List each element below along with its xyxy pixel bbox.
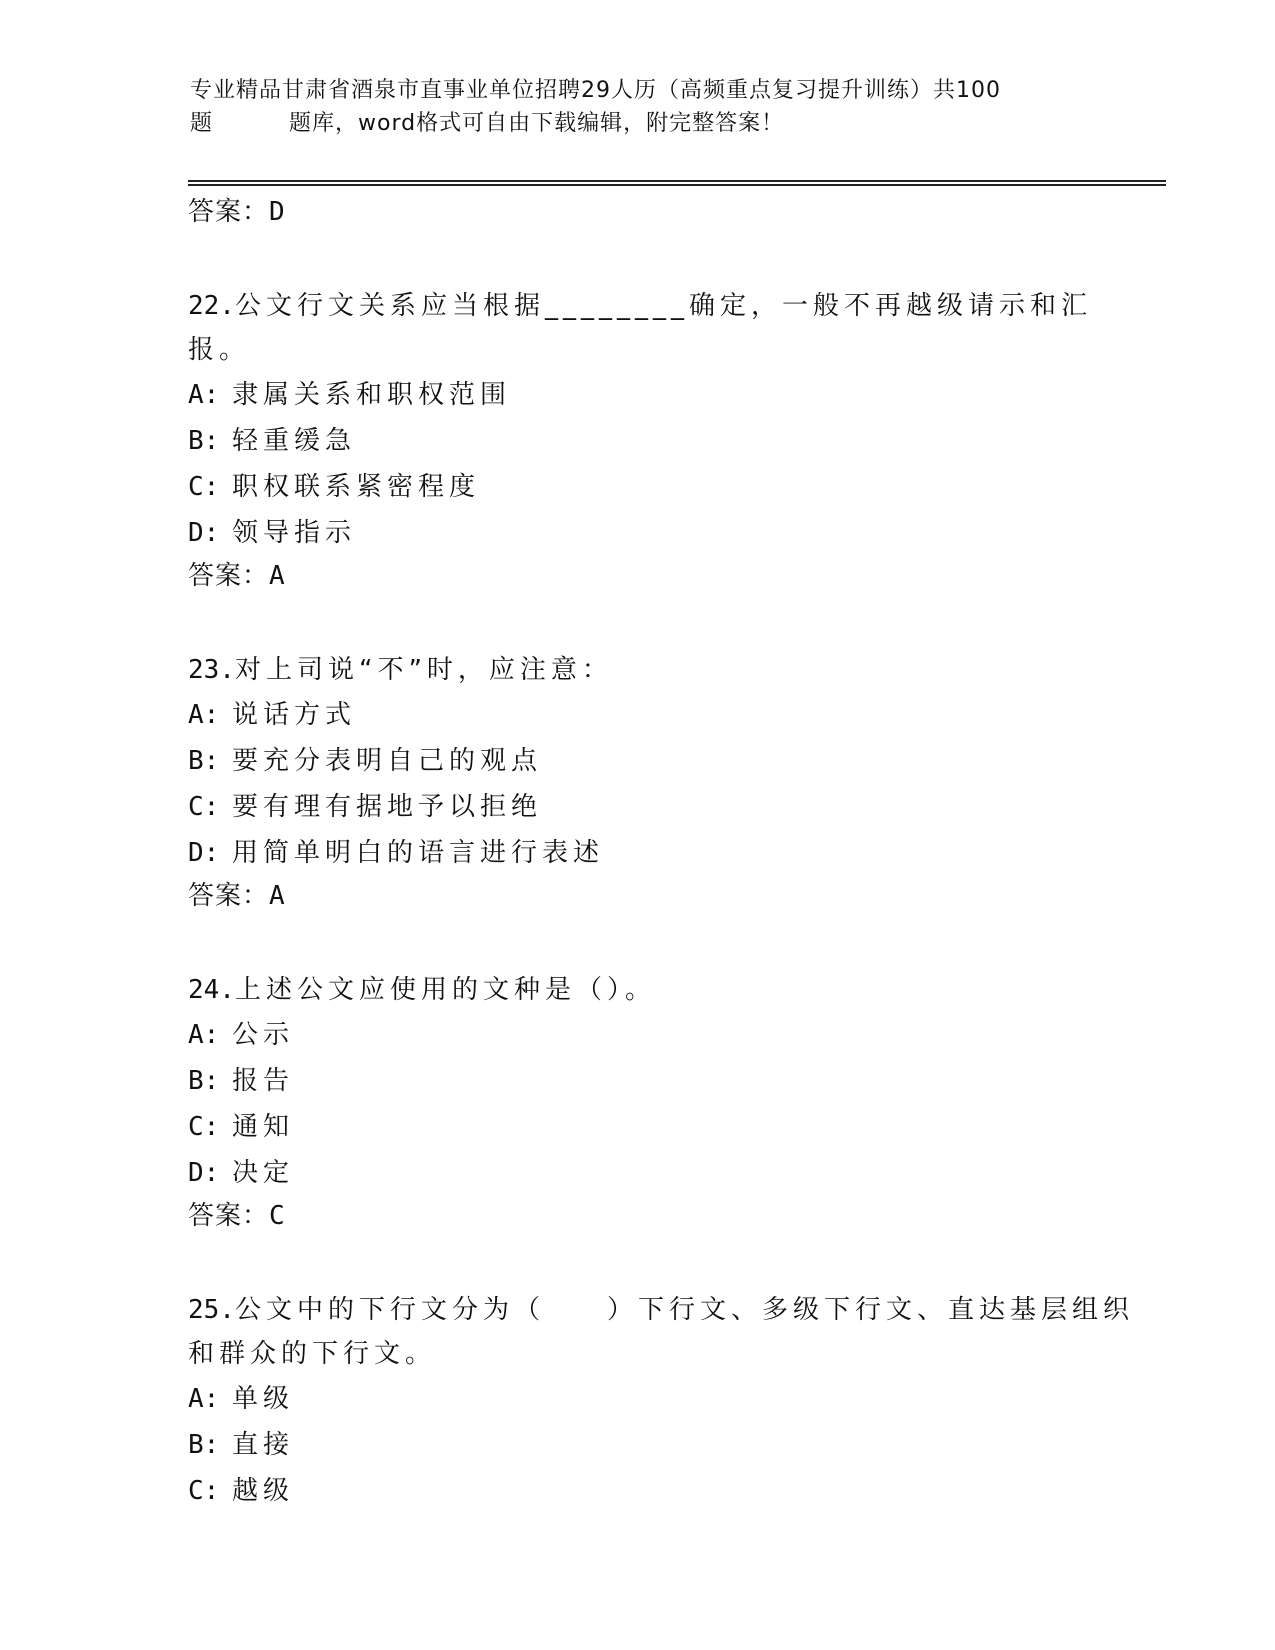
header-title-line2-start: 题 (190, 111, 214, 136)
answer-label: 答案： (188, 881, 270, 911)
option-23-a (188, 692, 1148, 738)
question-number: 24. (188, 975, 235, 1005)
answer-label: 答案： (188, 197, 270, 227)
answer-value: D (269, 197, 286, 227)
option-24-c (188, 1104, 1148, 1150)
option-text: 要充分表明自己的观点 (232, 746, 543, 776)
header-divider-bottom (188, 184, 1166, 186)
question-text: 公文行文关系应当根据________确定，一般不再越级请示和汇报。 (188, 291, 1092, 365)
option-text: 领导指示 (232, 518, 357, 548)
option-text: 报告 (232, 1066, 295, 1096)
option-text: 单级 (232, 1384, 295, 1414)
header-title-line2-rest: 题库，word格式可自由下载编辑，附完整答案！ (289, 111, 785, 136)
option-text: 隶属关系和职权范围 (232, 380, 512, 410)
question-text: 上述公文应使用的文种是（）。 (234, 975, 656, 1005)
question-22 (188, 284, 1148, 372)
question-list (188, 192, 1148, 1514)
document-header (190, 74, 1090, 140)
option-text: 通知 (232, 1112, 295, 1142)
header-title-line2 (190, 107, 1090, 140)
option-key: B: (188, 1066, 220, 1096)
question-number: 23. (188, 655, 235, 685)
question-23 (188, 648, 1148, 692)
question-text: 对上司说“不”时，应注意： (234, 655, 613, 685)
option-text: 直接 (232, 1430, 295, 1460)
answer-23 (188, 876, 1148, 916)
option-24-b (188, 1058, 1148, 1104)
option-key: D: (188, 518, 220, 548)
option-key: C: (188, 1476, 220, 1506)
answer-21 (188, 192, 1148, 232)
answer-value: A (269, 881, 286, 911)
option-text: 要有理有据地予以拒绝 (232, 792, 543, 822)
answer-label: 答案： (188, 561, 270, 591)
option-key: A: (188, 380, 220, 410)
option-key: A: (188, 1020, 220, 1050)
option-22-a (188, 372, 1148, 418)
answer-value: C (269, 1201, 286, 1231)
option-25-c (188, 1468, 1148, 1514)
answer-24 (188, 1196, 1148, 1236)
option-text: 公示 (232, 1020, 295, 1050)
option-text: 越级 (232, 1476, 295, 1506)
option-22-d (188, 510, 1148, 556)
option-23-c (188, 784, 1148, 830)
option-text: 说话方式 (232, 700, 357, 730)
question-number: 25. (188, 1295, 235, 1325)
option-text: 决定 (232, 1158, 295, 1188)
option-key: C: (188, 1112, 220, 1142)
option-key: A: (188, 1384, 220, 1414)
question-number: 22. (188, 291, 235, 321)
header-divider-top (188, 180, 1166, 182)
option-text: 用简单明白的语言进行表述 (232, 838, 605, 868)
answer-value: A (269, 561, 286, 591)
option-key: D: (188, 838, 220, 868)
question-24 (188, 968, 1148, 1012)
option-22-b (188, 418, 1148, 464)
option-key: C: (188, 472, 220, 502)
option-key: B: (188, 1430, 220, 1460)
option-key: C: (188, 792, 220, 822)
question-25 (188, 1288, 1148, 1376)
answer-label: 答案： (188, 1201, 270, 1231)
option-24-a (188, 1012, 1148, 1058)
option-key: D: (188, 1158, 220, 1188)
option-text: 轻重缓急 (232, 426, 357, 456)
option-key: B: (188, 746, 220, 776)
answer-22 (188, 556, 1148, 596)
option-23-d (188, 830, 1148, 876)
option-25-b (188, 1422, 1148, 1468)
question-text: 公文中的下行文分为（ ）下行文、多级下行文、直达基层组织和群众的下行文。 (188, 1295, 1134, 1369)
option-25-a (188, 1376, 1148, 1422)
option-key: B: (188, 426, 220, 456)
option-22-c (188, 464, 1148, 510)
header-title-line1: 专业精品甘肃省酒泉市直事业单位招聘29人历（高频重点复习提升训练）共100 (190, 78, 1001, 103)
option-24-d (188, 1150, 1148, 1196)
option-23-b (188, 738, 1148, 784)
option-key: A: (188, 700, 220, 730)
option-text: 职权联系紧密程度 (232, 472, 481, 502)
